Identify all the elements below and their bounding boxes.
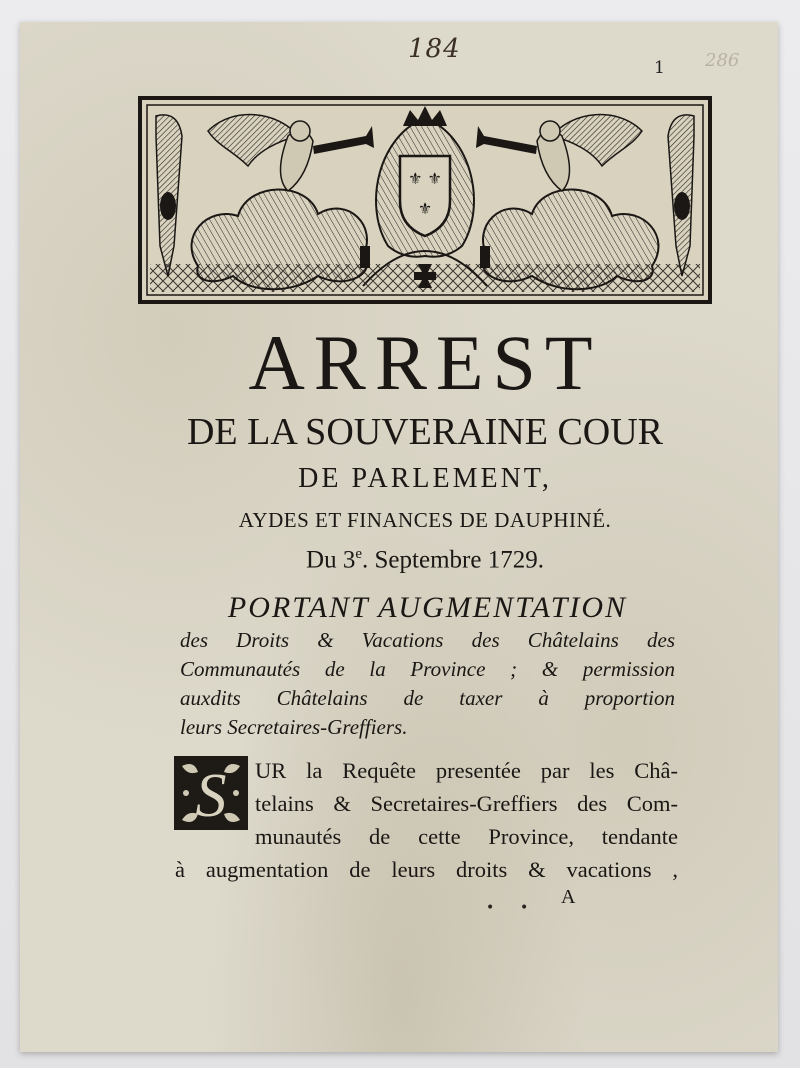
date-superscript: e (355, 546, 363, 562)
subject-line-3: auxdits Châtelains de taxer à proportion (180, 686, 675, 710)
subject-line-4: leurs Secretaires-Greffiers. (180, 715, 408, 739)
court-name-line: DE LA SOUVERAINE COUR (186, 411, 664, 453)
dropcap-letter: S (195, 762, 227, 830)
body-line-2: telains & Secretaires-Greffiers des Com- (255, 791, 678, 816)
ink-dot: • (520, 900, 529, 916)
header-engraving (138, 96, 712, 304)
ink-dot: • (486, 900, 495, 916)
date-prefix: Du 3 (306, 546, 356, 574)
subject-heading: PORTANT AUGMENTATION (227, 591, 628, 624)
body-line-3: munautés de cette Province, tendante (255, 824, 678, 849)
faint-number: 286 (705, 50, 740, 71)
subject-line-2: Communautés de la Province ; & permission (180, 657, 675, 681)
subject-block (180, 590, 675, 742)
aydes-finances-line: AYDES ET FINANCES DE DAUPHINÉ. (238, 508, 612, 532)
body-paragraph (175, 754, 678, 886)
date-suffix: . Septembre 1729. (362, 546, 544, 574)
page-number: 1 (654, 58, 665, 78)
handwritten-number: 184 (408, 34, 461, 64)
svg-text:⚜ ⚜: ⚜ ⚜ (408, 169, 442, 188)
svg-text:⚜: ⚜ (417, 199, 433, 218)
subject-line-1: des Droits & Vacations des Châtelains des (180, 628, 675, 652)
document-title: ARREST (248, 319, 602, 406)
signature-mark: A (561, 886, 576, 908)
date-line (138, 546, 712, 574)
body-line-4: à augmentation de leurs droits & vacations , (175, 857, 678, 882)
royal-arms-engraving-icon (138, 96, 712, 304)
body-line-1: UR la Requête presentée par les Châ- (255, 758, 678, 783)
parlement-line: DE PARLEMENT, (298, 463, 552, 494)
